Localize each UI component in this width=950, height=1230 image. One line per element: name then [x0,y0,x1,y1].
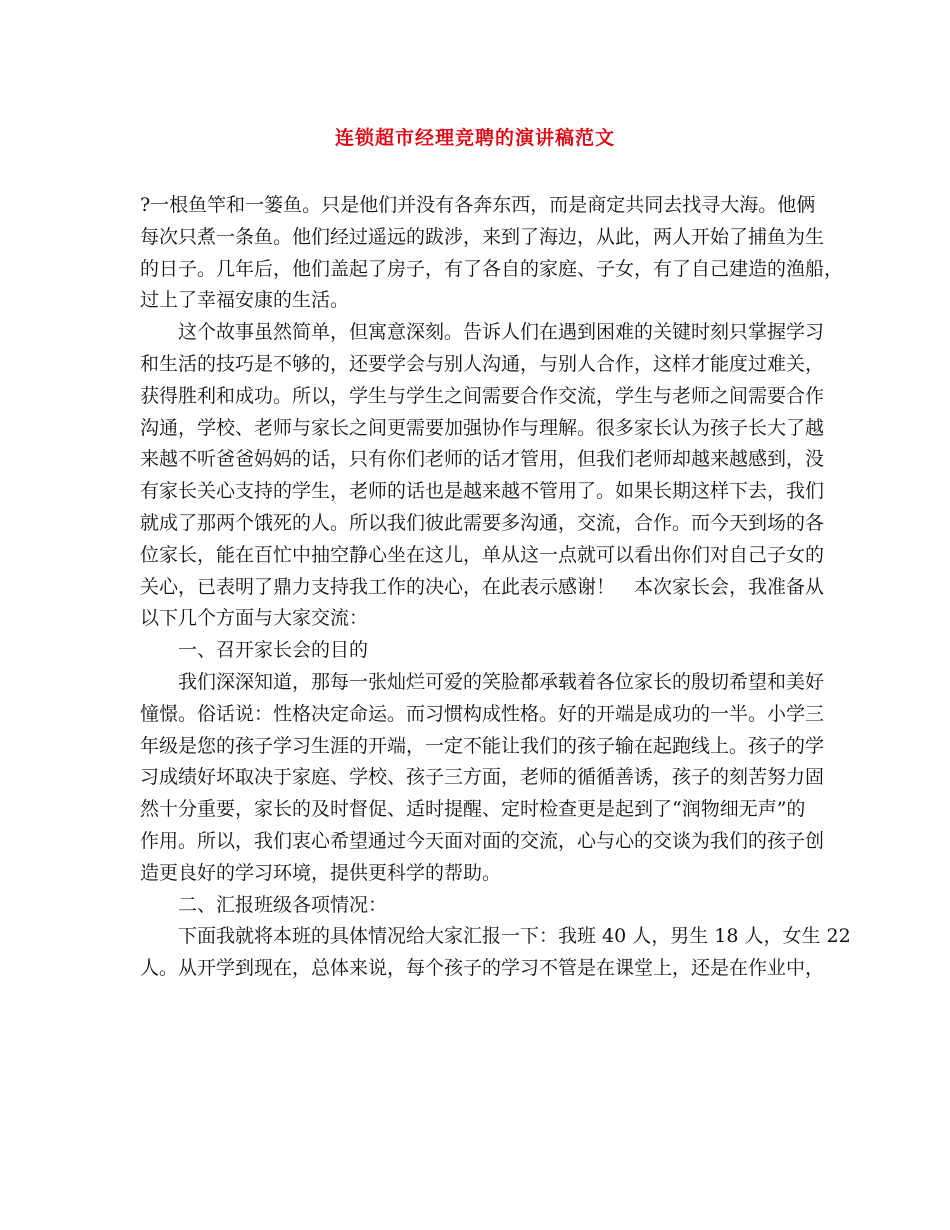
text-line: 每次只煮一条鱼。他们经过遥远的跋涉，来到了海边，从此，两人开始了捕鱼为生 [140,225,825,248]
text-line: 关心，已表明了鼎力支持我工作的决心，在此表示感谢！ 本次家长会，我准备从 [140,575,825,598]
text-line: 我们深深知道，那每一张灿烂可爱的笑脸都承载着各位家长的殷切希望和美好 [140,670,825,693]
text-line: 和生活的技巧是不够的，还要学会与别人沟通，与别人合作，这样才能度过难关， [140,352,825,375]
text-line: 获得胜利和成功。所以，学生与学生之间需要合作交流，学生与老师之间需要合作 [140,384,825,407]
document-title: 连锁超市经理竞聘的演讲稿范文 [334,127,615,149]
text-line: 作用。所以，我们衷心希望通过今天面对面的交流，心与心的交谈为我们的孩子创 [140,829,825,852]
text-line: 年级是您的孩子学习生涯的开端，一定不能让我们的孩子输在起跑线上。孩子的学 [140,734,825,757]
text-line: 造更良好的学习环境，提供更科学的帮助。 [140,861,502,884]
text-line: 然十分重要，家长的及时督促、适时提醒、定时检查更是起到了“润物细无声”的 [140,798,806,821]
text-line: 位家长，能在百忙中抽空静心坐在这儿，单从这一点就可以看出你们对自己子女的 [140,543,825,566]
text-line: 习成绩好坏取决于家庭、学校、孩子三方面，老师的循循善诱，孩子的刻苦努力固 [140,766,825,789]
text-line: 人。从开学到现在，总体来说，每个孩子的学习不管是在课堂上，还是在作业中， [140,957,825,980]
text-line: 就成了那两个饿死的人。所以我们彼此需要多沟通，交流，合作。而今天到场的各 [140,511,825,534]
text-line: 来越不听爸爸妈妈的话，只有你们老师的话才管用，但我们老师却越来越感到，没 [140,448,825,471]
text-line: 沟通，学校、老师与家长之间更需要加强协作与理解。很多家长认为孩子长大了越 [140,416,825,439]
text-line: ?一根鱼竿和一篓鱼。只是他们并没有各奔东西，而是商定共同去找寻大海。他俩 [140,194,816,216]
text-line: 以下几个方面与大家交流： [140,607,369,630]
text-line: 有家长关心支持的学生，老师的话也是越来越不管用了。如果长期这样下去，我们 [140,480,825,503]
text-line: 下面我就将本班的具体情况给大家汇报一下：我班 40 人，男生 18 人，女生 22 [140,925,851,948]
text-line: 一、召开家长会的目的 [140,639,369,662]
text-line: 憧憬。俗话说：性格决定命运。而习惯构成性格。好的开端是成功的一半。小学三 [140,702,825,725]
text-line: 的日子。几年后，他们盖起了房子，有了各自的家庭、子女，有了自己建造的渔船， [140,257,844,280]
document-body [140,190,851,985]
text-line: 这个故事虽然简单，但寓意深刻。告诉人们在遇到困难的关键时刻只掌握学习 [140,321,825,344]
text-line: 二、汇报班级各项情况： [140,893,388,916]
text-line: 过上了幸福安康的生活。 [140,289,350,312]
